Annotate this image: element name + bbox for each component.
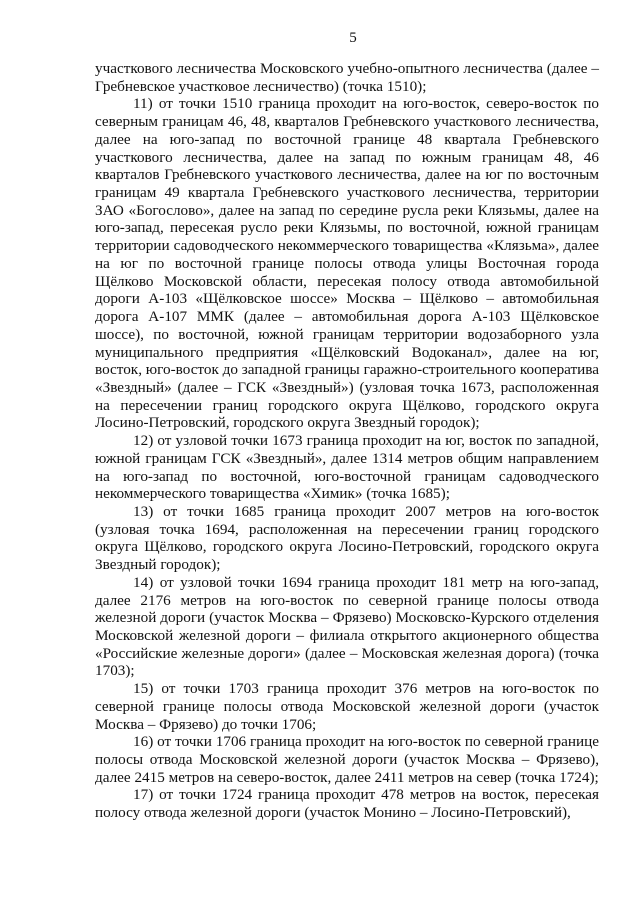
paragraph-continuation: участкового лесничества Московского учебно-опытного лесничества (далее – Гребневское участковое лесничество) (точка 1510); [95,60,599,95]
paragraph-item-14: 14) от узловой точки 1694 граница проходит 181 метр на юго-запад, далее 2176 метров на юго-восток по северной границе полосы отвода железной дороги (участок Москва – Фрязево) Московско-Курского отделения Московской железной дороги – филиала открытого акционерного общества «Российские железные дороги» (далее – Московская железная дорога) (точка 1703); [95,573,599,680]
paragraph-item-17: 17) от точки 1724 граница проходит 478 метров на восток, пересекая полосу отвода железной дороги (участок Монино – Лосино-Петровский), [95,786,599,822]
paragraph-item-13: 13) от точки 1685 граница проходит 2007 метров на юго-восток (узловая точка 1694, расположенная на пересечении границ городского округа Щёлково, городского округа Лосино-Петровский, городского округа Звездный городок); [95,502,599,574]
paragraph-item-11: 11) от точки 1510 граница проходит на юго-восток, северо-восток по северным границам 46, 48, кварталов Гребневского участкового лесничества, далее на юго-запад по восточной границе 48 квартала Гребневского участкового лесничества, далее на запад по южным границам 48, 46 кварталов Гребневского участкового лесничества, далее на юг по восточным границам 49 квартала Гребневского участкового лесничества, территории ЗАО «Богослово», далее на запад по середине русла реки Клязьмы, далее на юго-запад, пересекая русло реки Клязьмы, по восточной, южной границам территории садоводческого некоммерческого товарищества «Клязьма», далее на юг по восточной границе полосы отвода улицы Восточная города Щёлково Московской области, пересекая полосу отвода автомобильной дороги А-103 «Щёлковское шоссе» Москва – Щёлково – автомобильная дорога А-107 ММК (далее – автомобильная дорога А-103 Щёлковское шоссе), по восточной, южной границам территории водозаборного узла муниципального предприятия «Щёлковский Водоканал», далее на юг, восток, юго-восток до западной границы гаражно-строительного кооператива «Звездный» (далее – ГСК «Звездный») (узловая точка 1673, расположенная на пересечении границ городского округа Щёлково, городского округа Лосино-Петровский, городского округа Звездный городок); [95,95,599,432]
paragraph-item-15: 15) от точки 1703 граница проходит 376 метров на юго-восток по северной границе полосы отвода Московской железной дороги (участок Москва – Фрязево) до точки 1706; [95,680,599,733]
document-body [95,60,599,822]
paragraph-item-16: 16) от точки 1706 граница проходит на юго-восток по северной границе полосы отвода Московской железной дороги (участок Москва – Фрязево), далее 2415 метров на северо-восток, далее 2411 метров на север (точка 1724); [95,733,599,786]
page-number: 5 [349,30,357,46]
paragraph-item-12: 12) от узловой точки 1673 граница проходит на юг, восток по западной, южной границам ГСК «Звездный», далее 1314 метров общим направлением на юго-запад по восточной, юго-восточной границам садоводческого некоммерческого товарищества «Химик» (точка 1685); [95,432,599,503]
